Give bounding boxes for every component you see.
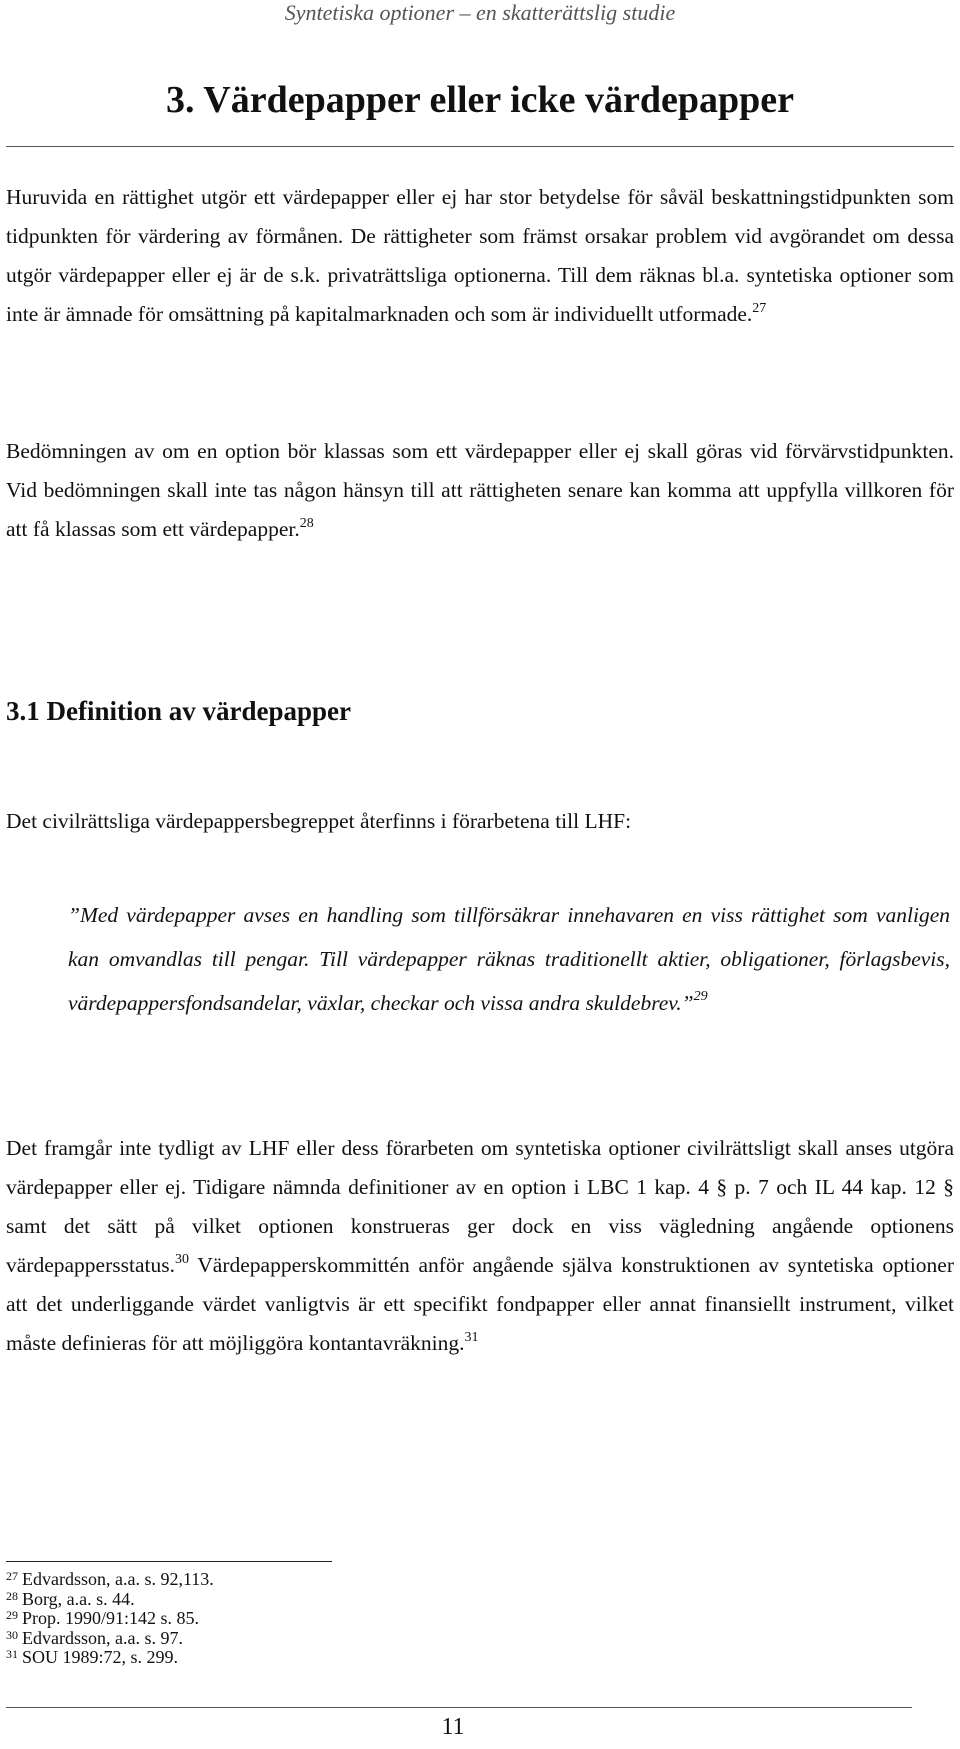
footnote-item (6, 1629, 214, 1649)
page-number: 11 (441, 1714, 465, 1740)
footnote-number: 27 (6, 1569, 18, 1583)
chapter-title: 3. Värdepapper eller icke värdepapper (165, 79, 795, 121)
footnote-divider (6, 1561, 332, 1562)
footnote-text: Edvardsson, a.a. s. 92,113. (22, 1569, 214, 1589)
paragraph-definition: Det civilrättsliga värdepappersbegreppet återfinns i förarbetena till LHF: (6, 809, 632, 833)
footnote-ref-28[interactable]: 28 (299, 516, 314, 531)
section-heading: 3.1 Definition av värdepapper (6, 696, 352, 726)
footnote-text: Prop. 1990/91:142 s. 85. (22, 1608, 200, 1628)
paragraph-intro-text: Huruvida en rättighet utgör ett värdepapper eller ej har stor betydelse för såväl beskattningstidpunkten som tidpunkten för värdering av förmånen. De rättigheter som främst orsakar problem vid avgörandet om dessa utgör värdepapper eller ej är de s.k. privaträttsliga optionerna. Till dem räknas bl.a. syntetiska optioner som inte är ämnade för omsättning på kapitalmarknaden och som är individuellt utformade. (6, 185, 954, 326)
running-header: Syntetiska optioner – en skatterättslig studie (284, 0, 676, 25)
block-quote-text: ”Med värdepapper avses en handling som tillförsäkrar innehavaren en viss rättighet som vanligen kan omvandlas till pengar. Till värdepapper räknas traditionellt aktier, obligationer, förlagsbevis, värdepappersfondsandelar, växlar, checkar och vissa andra skuldebrev.” (68, 903, 950, 1015)
footnote-ref-29[interactable]: 29 (693, 989, 708, 1004)
title-divider (6, 146, 954, 147)
footnote-number: 29 (6, 1608, 18, 1622)
paragraph-intro (6, 178, 954, 334)
paragraph-assessment (6, 432, 954, 549)
paragraph-assessment-text: Bedömningen av om en option bör klassas som ett värdepapper eller ej skall göras vid förvärvstidpunkten. Vid bedömningen skall inte tas någon hänsyn till att rättigheten senare kan komma att uppfylla villkoren för att få klassas som ett värdepapper. (6, 439, 954, 541)
paragraph-lhf-text: Det framgår inte tydligt av LHF eller dess förarbeten om syntetiska optioner civilrättsligt skall anses utgöra värdepapper eller ej. Tidigare nämnda definitioner av en option i LBC 1 kap. 4 § p. 7 och IL 44 kap. 12 § samt det sätt på vilket optionen konstrueras ger dock en viss vägledning angående optionens värdepappersstatus. (6, 1136, 954, 1277)
footnote-number: 30 (6, 1627, 18, 1642)
footnote-text: SOU 1989:72, s. 299. (22, 1647, 179, 1667)
paragraph-committee-text: Värdepapperskommittén anför angående själva konstruktionen av syntetiska optioner att det underliggande värdet vanligtvis är ett specifikt fondpapper eller annat finansiellt instrument, vilket måste definieras för att möjliggöra kontantavräkning. (6, 1253, 954, 1355)
footnote-item (6, 1590, 214, 1610)
footnotes-list (6, 1570, 214, 1668)
footnote-text: Borg, a.a. s. 44. (22, 1588, 135, 1609)
footnote-number: 28 (6, 1588, 18, 1603)
footnote-item (6, 1570, 214, 1590)
paragraph-lhf (6, 1129, 954, 1363)
footnote-number: 31 (6, 1647, 18, 1661)
footer-divider (6, 1707, 912, 1708)
footnote-ref-27[interactable]: 27 (752, 301, 767, 316)
footnote-ref-30[interactable]: 30 (174, 1252, 189, 1267)
footnote-item (6, 1648, 214, 1668)
footnote-ref-31[interactable]: 31 (464, 1330, 479, 1345)
block-quote (68, 893, 950, 1025)
footnote-text: Edvardsson, a.a. s. 97. (22, 1627, 183, 1648)
footnote-item (6, 1609, 214, 1629)
